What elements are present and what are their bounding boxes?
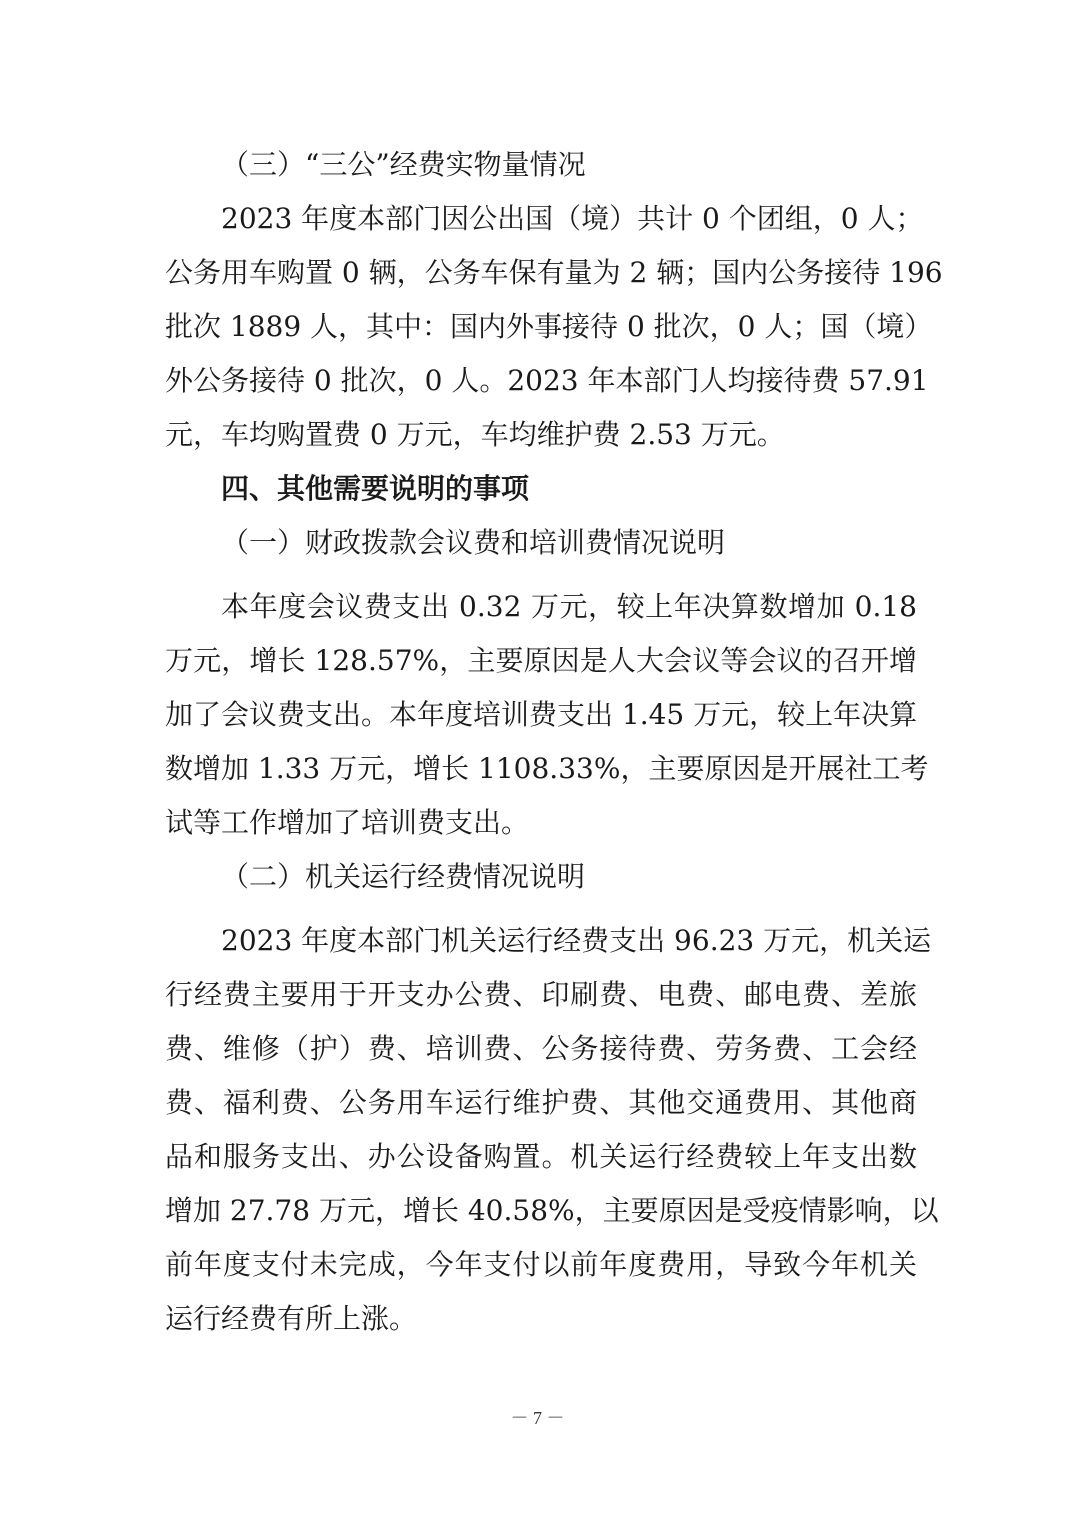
paragraph-line: 运行经费有所上涨。 [165, 1302, 418, 1335]
paragraph-line: 前年度支付未完成，今年支付以前年度费用，导致今年机关 [165, 1248, 917, 1281]
paragraph-line: 品和服务支出、办公设备购置。机关运行经费较上年支出数 [165, 1140, 917, 1173]
paragraph-line: 加了会议费支出。本年度培训费支出 1.45 万元，较上年决算 [165, 698, 918, 731]
paragraph-line: 数增加 1.33 万元，增长 1108.33%，主要原因是开展社工考 [165, 752, 929, 785]
paragraph-line: 万元，增长 128.57%，主要原因是人大会议等会议的召开增 [165, 644, 917, 677]
paragraph-line: 批次 1889 人，其中：国内外事接待 0 批次，0 人；国（境） [165, 310, 933, 343]
spacer [165, 570, 917, 580]
paragraph-line: 增加 27.78 万元，增长 40.58%，主要原因是受疫情影响，以 [165, 1194, 939, 1227]
paragraph-line: 试等工作增加了培训费支出。 [165, 806, 530, 839]
section-heading-3: （三）“三公”经费实物量情况 [221, 148, 586, 181]
paragraph-line: 外公务接待 0 批次，0 人。2023 年本部门人均接待费 57.91 [165, 364, 929, 397]
paragraph-line: 费、福利费、公务用车运行维护费、其他交通费用、其他商 [165, 1086, 917, 1119]
section-heading-4: 四、其他需要说明的事项 [221, 472, 530, 505]
spacer [165, 904, 917, 914]
paragraph-line: 本年度会议费支出 0.32 万元，较上年决算数增加 0.18 [221, 590, 917, 623]
paragraph-line: 2023 年度本部门因公出国（境）共计 0 个团组，0 人； [221, 202, 924, 235]
paragraph-line: 2023 年度本部门机关运行经费支出 96.23 万元，机关运 [221, 924, 932, 957]
page-number: － 7 － [510, 1408, 565, 1428]
subsection-heading-1: （一）财政拨款会议费和培训费情况说明 [221, 526, 726, 559]
subsection-heading-2: （二）机关运行经费情况说明 [221, 860, 586, 893]
paragraph-line: 行经费主要用于开支办公费、印刷费、电费、邮电费、差旅 [165, 978, 917, 1011]
paragraph-line: 公务用车购置 0 辆，公务车保有量为 2 辆；国内公务接待 196 [165, 256, 943, 289]
document-page [165, 138, 943, 1346]
paragraph-line: 元，车均购置费 0 万元，车均维护费 2.53 万元。 [165, 418, 785, 451]
paragraph-line: 费、维修（护）费、培训费、公务接待费、劳务费、工会经 [165, 1032, 917, 1065]
